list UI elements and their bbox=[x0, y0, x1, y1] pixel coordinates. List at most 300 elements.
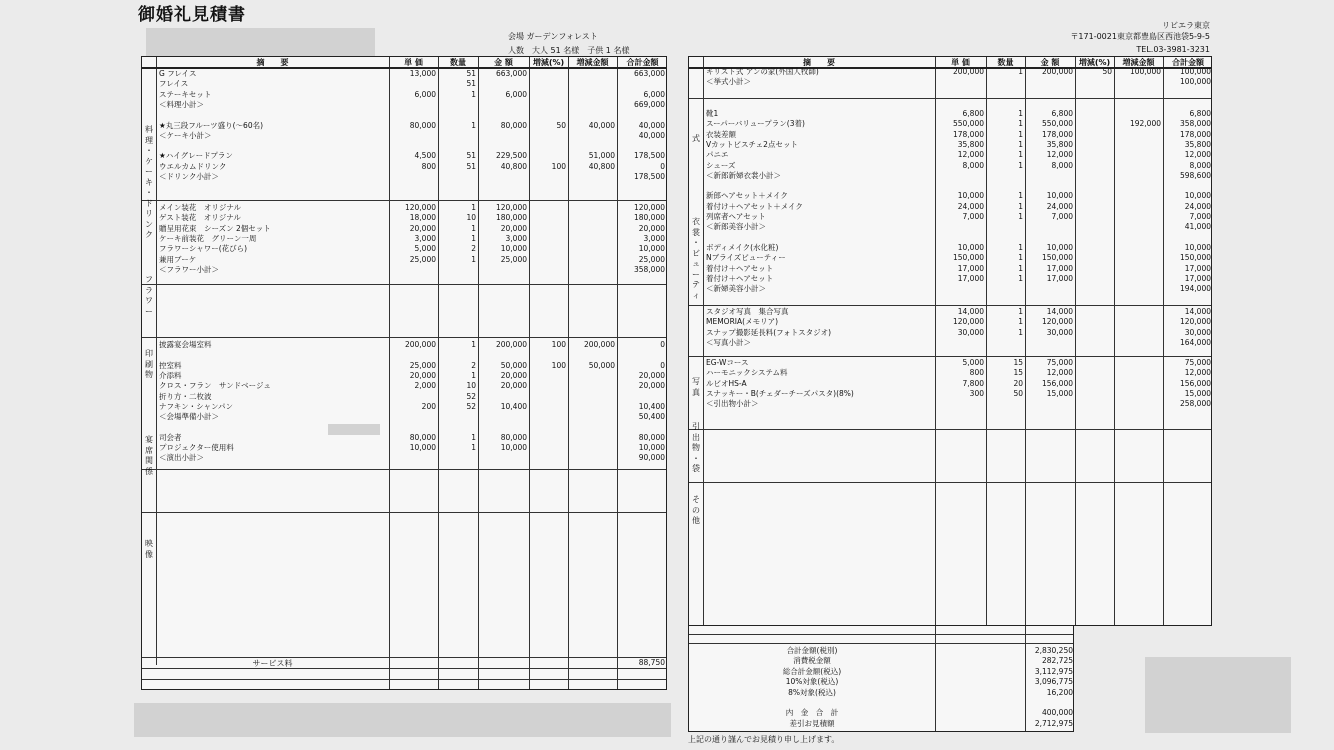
section-label-char: キ bbox=[145, 177, 153, 187]
cell-a: 75,000 bbox=[1046, 358, 1073, 367]
cell-t: 10,000 bbox=[638, 244, 665, 254]
cell-t: 12,000 bbox=[1184, 150, 1211, 160]
cell-t: 164,000 bbox=[1179, 337, 1211, 347]
table-row bbox=[142, 265, 666, 275]
cell-a: 15,000 bbox=[1046, 388, 1073, 398]
table-row bbox=[142, 151, 666, 161]
section-divider bbox=[689, 482, 1211, 483]
table-row bbox=[142, 255, 666, 265]
cell-q: 1 bbox=[471, 443, 476, 452]
summary-label: 差引お見積額 bbox=[789, 718, 835, 728]
cell-t: 156,000 bbox=[1179, 378, 1211, 388]
section-label-char: ・ bbox=[145, 188, 153, 197]
cell-a: 10,000 bbox=[1046, 242, 1073, 252]
table-row bbox=[142, 172, 666, 182]
cell-q: 2 bbox=[471, 244, 476, 254]
cell-d: フレイス bbox=[159, 79, 189, 89]
cell-t: 358,000 bbox=[633, 264, 665, 274]
cell-u: 150,000 bbox=[952, 253, 984, 263]
cell-d: スナップ撮影延長料(フォトスタジオ) bbox=[706, 327, 832, 337]
section-label-char: ー bbox=[692, 269, 700, 279]
section-divider bbox=[142, 679, 666, 680]
cell-q: 1 bbox=[471, 370, 476, 380]
cell-q: 1 bbox=[1018, 191, 1023, 201]
cell-u: 300 bbox=[969, 388, 984, 398]
cell-d: ＜演出小計＞ bbox=[159, 453, 204, 463]
section-label-char: 物 bbox=[145, 370, 153, 379]
cell-t: 15,000 bbox=[1184, 388, 1211, 398]
section-label-char: 式 bbox=[692, 134, 700, 143]
section-label-char: ビ bbox=[692, 248, 700, 258]
cell-a: 178,000 bbox=[1041, 129, 1073, 139]
cell-u: 200,000 bbox=[952, 67, 984, 76]
service-charge-label: サービス料 bbox=[252, 659, 293, 668]
summary-row bbox=[689, 698, 1073, 708]
col-header-amount: 金 額 bbox=[494, 58, 513, 67]
cell-q: 1 bbox=[1018, 317, 1023, 327]
table-row bbox=[689, 67, 1211, 77]
cell-d: ＜ドリンク小計＞ bbox=[159, 172, 219, 181]
cell-d: 靴1 bbox=[706, 109, 719, 118]
section-label-char: 映 bbox=[145, 539, 153, 548]
table-row bbox=[142, 100, 666, 110]
cell-d: ★丸三段フルーツ盛り(～60名) bbox=[159, 120, 264, 130]
cell-a: 120,000 bbox=[1041, 317, 1073, 327]
section-label-char: そ bbox=[692, 495, 700, 504]
cell-q: 1 bbox=[1018, 139, 1023, 149]
cell-u: 3,000 bbox=[414, 233, 436, 243]
cell-t: 10,000 bbox=[1184, 242, 1211, 252]
section-label-char: 係 bbox=[145, 466, 153, 476]
cell-a: 25,000 bbox=[500, 254, 527, 264]
section-label-char: ド bbox=[145, 198, 153, 208]
cell-t: 20,000 bbox=[638, 381, 665, 391]
table-row bbox=[689, 109, 1211, 119]
cell-d: ＜ケーキ小計＞ bbox=[159, 130, 212, 140]
section-label-char: 真 bbox=[692, 387, 700, 397]
cell-a: 12,000 bbox=[1046, 368, 1073, 378]
cell-d: メイン装花 オリジナル bbox=[159, 203, 241, 212]
table-row bbox=[142, 433, 666, 443]
section-label-char: ィ bbox=[692, 290, 700, 300]
cell-d: ナフキン・シャンパン bbox=[159, 401, 233, 411]
document-title: 御婚礼見積書 bbox=[138, 5, 246, 25]
cell-u: 25,000 bbox=[409, 254, 436, 264]
cell-u: 800 bbox=[969, 368, 984, 378]
summary-label: 総合計金額(税込) bbox=[782, 666, 842, 676]
cell-u: 550,000 bbox=[952, 119, 984, 129]
section-label-char: ラ bbox=[145, 285, 153, 295]
company-tel: TEL.03-3981-3231 bbox=[1136, 45, 1210, 54]
section-divider bbox=[142, 512, 666, 513]
cell-t: 3,000 bbox=[643, 233, 665, 243]
section-divider bbox=[142, 469, 666, 470]
section-label-char: ケ bbox=[145, 156, 153, 166]
col-header-total: 合計金額 bbox=[626, 58, 659, 67]
cell-t: 178,500 bbox=[633, 172, 665, 181]
table-row bbox=[142, 162, 666, 172]
section-label-char: 関 bbox=[145, 456, 153, 465]
cell-t: 14,000 bbox=[1184, 307, 1211, 316]
cell-p: 50 bbox=[556, 120, 566, 130]
cell-t: 80,000 bbox=[638, 432, 665, 442]
cell-q: 1 bbox=[471, 432, 476, 442]
cell-a: 180,000 bbox=[495, 213, 527, 223]
section-divider bbox=[142, 200, 666, 201]
redacted-mc-name bbox=[328, 424, 380, 435]
cell-d: 列席者ヘアセット bbox=[706, 212, 766, 221]
cell-t: 100,000 bbox=[1179, 67, 1211, 76]
cell-j: 200,000 bbox=[583, 340, 615, 349]
cell-t: 30,000 bbox=[1184, 327, 1211, 337]
cell-u: 200,000 bbox=[404, 340, 436, 349]
cell-a: 14,000 bbox=[1046, 307, 1073, 316]
table-row bbox=[689, 368, 1211, 378]
cell-u: 178,000 bbox=[952, 129, 984, 139]
cell-t: 120,000 bbox=[1179, 317, 1211, 327]
cell-a: 7,000 bbox=[1051, 212, 1073, 221]
table-row bbox=[689, 358, 1211, 368]
table-row bbox=[142, 361, 666, 371]
cell-t: 40,000 bbox=[638, 120, 665, 130]
cell-q: 1 bbox=[1018, 242, 1023, 252]
cell-u: 17,000 bbox=[957, 263, 984, 273]
closing-note: 上記の通り謹んでお見積り申し上げます。 bbox=[688, 735, 840, 744]
cell-q: 52 bbox=[466, 391, 476, 401]
table-row bbox=[142, 244, 666, 254]
table-row bbox=[142, 402, 666, 412]
col-header-qty: 数量 bbox=[997, 58, 1014, 67]
cell-j: 192,000 bbox=[1129, 119, 1161, 129]
table-row bbox=[689, 171, 1211, 181]
table-row bbox=[689, 161, 1211, 171]
cell-p: 100 bbox=[551, 161, 566, 171]
summary-value: 2,712,975 bbox=[1034, 718, 1073, 728]
summary-row bbox=[689, 708, 1073, 718]
cell-j: 40,800 bbox=[588, 161, 615, 171]
cell-t: 17,000 bbox=[1184, 273, 1211, 283]
table-row bbox=[689, 181, 1211, 191]
cell-q: 1 bbox=[1018, 201, 1023, 211]
table-row bbox=[689, 119, 1211, 129]
table-row bbox=[689, 389, 1211, 399]
table-row bbox=[689, 253, 1211, 263]
cell-t: 178,500 bbox=[633, 151, 665, 161]
col-header-pct: 増減(%) bbox=[1078, 58, 1111, 67]
table-row bbox=[142, 392, 666, 402]
section-label-char: ・ bbox=[692, 453, 700, 463]
cell-q: 1 bbox=[1018, 327, 1023, 337]
section-label-char: ・ bbox=[692, 238, 700, 247]
cell-t: 20,000 bbox=[638, 370, 665, 380]
service-charge-value: 88,750 bbox=[638, 658, 665, 667]
cell-p: 100 bbox=[551, 340, 566, 349]
cell-t: 7,000 bbox=[1189, 212, 1211, 221]
summary-divider bbox=[689, 643, 1073, 644]
cell-a: 35,800 bbox=[1046, 139, 1073, 149]
section-label-char: 引 bbox=[692, 422, 700, 431]
table-row bbox=[689, 307, 1211, 317]
table-row bbox=[689, 150, 1211, 160]
cell-u: 20,000 bbox=[409, 223, 436, 233]
cell-t: 120,000 bbox=[633, 203, 665, 212]
cell-d: クロス・フラン サンドベージュ bbox=[159, 381, 271, 391]
cell-d: ＜挙式小計＞ bbox=[706, 77, 751, 87]
guest-count-label: 人数 大人 51 名様 子供 1 名様 bbox=[508, 46, 630, 55]
cell-t: 358,000 bbox=[1179, 119, 1211, 129]
summary-row bbox=[689, 688, 1073, 698]
cell-u: 7,000 bbox=[962, 212, 984, 221]
col-header-pct: 増減(%) bbox=[532, 58, 565, 67]
section-label-char: ク bbox=[145, 230, 153, 239]
section-label-char: ュ bbox=[692, 259, 700, 268]
cell-q: 1 bbox=[1018, 119, 1023, 129]
summary-label: 8%対象(税込) bbox=[788, 687, 836, 697]
col-header-unit: 単 価 bbox=[404, 58, 423, 67]
summary-label: 10%対象(税込) bbox=[785, 677, 839, 687]
venue-label: 会場 ガーデンフォレスト bbox=[508, 32, 598, 41]
cell-t: 10,000 bbox=[638, 443, 665, 452]
cell-t: 194,000 bbox=[1179, 284, 1211, 294]
cell-t: 17,000 bbox=[1184, 263, 1211, 273]
cell-u: 12,000 bbox=[957, 150, 984, 160]
table-row bbox=[689, 212, 1211, 222]
cell-a: 10,000 bbox=[500, 443, 527, 452]
table-row bbox=[142, 224, 666, 234]
section-label-char: 席 bbox=[145, 445, 153, 455]
cell-d: 着付け＋ヘアセット bbox=[706, 273, 774, 283]
section-label-char: 他 bbox=[692, 516, 700, 525]
section-label-char: 宴 bbox=[145, 435, 153, 444]
cell-d: ケーキ前装花 グリーン一周 bbox=[159, 233, 257, 243]
table-row bbox=[689, 202, 1211, 212]
cell-t: 35,800 bbox=[1184, 139, 1211, 149]
table-row bbox=[142, 412, 666, 422]
table-row bbox=[689, 317, 1211, 327]
section-divider bbox=[689, 356, 1211, 357]
cell-j: 40,000 bbox=[588, 120, 615, 130]
table-row bbox=[142, 121, 666, 131]
left-estimate-table bbox=[141, 56, 667, 690]
cell-d: ボディメイク(水化粧) bbox=[706, 242, 779, 252]
cell-d: 新郎ヘアセット＋メイク bbox=[706, 191, 788, 201]
section-label-char: ン bbox=[145, 219, 153, 229]
cell-d: ＜フラワー小計＞ bbox=[159, 264, 219, 274]
cell-t: 6,000 bbox=[643, 89, 665, 99]
cell-d: パニエ bbox=[706, 150, 729, 160]
cell-u: 120,000 bbox=[952, 317, 984, 327]
cell-u: 5,000 bbox=[414, 244, 436, 254]
cell-d: フラワーシャワー(花びら) bbox=[159, 244, 248, 254]
section-label-char: フ bbox=[145, 275, 153, 284]
cell-q: 15 bbox=[1013, 358, 1023, 367]
summary-row bbox=[689, 667, 1073, 677]
cell-d: 折り方・二枚波 bbox=[159, 391, 212, 401]
cell-d: スナッキー・B(チェダーチーズパスタ)(8%) bbox=[706, 388, 854, 398]
table-row bbox=[689, 130, 1211, 140]
cell-q: 52 bbox=[466, 401, 476, 411]
cell-d: ＜会場準備小計＞ bbox=[159, 412, 219, 422]
summary-row bbox=[689, 677, 1073, 687]
cell-a: 12,000 bbox=[1046, 150, 1073, 160]
cell-d: 着付け＋ヘアセット bbox=[706, 263, 774, 273]
table-row bbox=[142, 422, 666, 432]
cell-d: ハーモニックシステム料 bbox=[706, 368, 788, 378]
cell-t: 8,000 bbox=[1189, 160, 1211, 170]
col-header-total: 合計金額 bbox=[1172, 58, 1204, 67]
summary-value: 282,725 bbox=[1041, 656, 1073, 666]
cell-d: ＜新婦美容小計＞ bbox=[706, 284, 766, 294]
table-row bbox=[142, 90, 666, 100]
cell-u: 80,000 bbox=[409, 432, 436, 442]
cell-a: 120,000 bbox=[495, 203, 527, 212]
cell-d: 披露宴会場室料 bbox=[159, 340, 212, 349]
table-row bbox=[142, 131, 666, 141]
cell-a: 17,000 bbox=[1046, 273, 1073, 283]
cell-d: G フレイス bbox=[159, 69, 197, 78]
table-row bbox=[142, 110, 666, 120]
section-divider bbox=[142, 337, 666, 338]
cell-a: 8,000 bbox=[1051, 160, 1073, 170]
cell-u: 200 bbox=[421, 401, 436, 411]
col-header-unit: 単 価 bbox=[951, 58, 970, 67]
cell-d: ステーキセット bbox=[159, 89, 212, 99]
cell-a: 50,000 bbox=[500, 360, 527, 370]
cell-t: 150,000 bbox=[1179, 253, 1211, 263]
section-label bbox=[143, 539, 155, 560]
table-row bbox=[142, 69, 666, 79]
cell-u: 24,000 bbox=[957, 201, 984, 211]
cell-a: 10,000 bbox=[500, 244, 527, 254]
cell-q: 1 bbox=[1018, 150, 1023, 160]
cell-a: 20,000 bbox=[500, 381, 527, 391]
company-name: リビエラ東京 bbox=[1162, 21, 1210, 30]
cell-t: 90,000 bbox=[638, 453, 665, 463]
table-row bbox=[142, 350, 666, 360]
cell-q: 1 bbox=[471, 340, 476, 349]
cell-t: 0 bbox=[660, 360, 665, 370]
col-header-adj: 増減金額 bbox=[576, 58, 609, 67]
cell-d: Nブライズビューティー bbox=[706, 253, 786, 263]
cell-u: 20,000 bbox=[409, 370, 436, 380]
right-estimate-table bbox=[688, 56, 1212, 626]
cell-a: 80,000 bbox=[500, 432, 527, 442]
summary-value: 3,112,975 bbox=[1034, 666, 1073, 676]
cell-d: 贈呈用花束 シーズン 2個セット bbox=[159, 223, 271, 233]
table-row bbox=[142, 79, 666, 89]
cell-d: ＜料理小計＞ bbox=[159, 99, 204, 109]
cell-d: スタジオ写真 集合写真 bbox=[706, 307, 789, 316]
cell-t: 75,000 bbox=[1184, 358, 1211, 367]
summary-label: 消費税金額 bbox=[793, 656, 831, 666]
col-header-desc: 摘 要 bbox=[256, 58, 289, 67]
cell-d: 司会者 bbox=[159, 432, 182, 442]
cell-q: 2 bbox=[471, 360, 476, 370]
cell-a: 156,000 bbox=[1041, 378, 1073, 388]
table-row bbox=[689, 222, 1211, 232]
cell-d: キリスト式 アンの家(外国人牧師) bbox=[706, 67, 819, 76]
section-label-char: ー bbox=[145, 167, 153, 176]
section-label-char: ・ bbox=[145, 146, 153, 155]
section-label-char: 印 bbox=[145, 349, 153, 358]
cell-u: 18,000 bbox=[409, 213, 436, 223]
cell-u: 25,000 bbox=[409, 360, 436, 370]
cell-q: 51 bbox=[466, 79, 476, 89]
table-row bbox=[689, 243, 1211, 253]
cell-d: 着付け＋ヘアセット＋メイク bbox=[706, 201, 803, 211]
summary-table bbox=[688, 626, 1074, 732]
cell-u: 7,800 bbox=[962, 378, 984, 388]
table-row bbox=[689, 328, 1211, 338]
table-row bbox=[689, 233, 1211, 243]
cell-d: ＜写真小計＞ bbox=[706, 337, 751, 347]
cell-d: ゲスト装花 オリジナル bbox=[159, 213, 241, 223]
cell-a: 6,000 bbox=[505, 89, 527, 99]
cell-d: ★ハイグレードプラン bbox=[159, 151, 233, 161]
summary-value: 2,830,250 bbox=[1034, 646, 1073, 655]
cell-t: 12,000 bbox=[1184, 368, 1211, 378]
cell-u: 35,800 bbox=[957, 139, 984, 149]
cell-t: 258,000 bbox=[1179, 399, 1211, 409]
cell-t: 0 bbox=[660, 340, 665, 349]
cell-u: 80,000 bbox=[409, 120, 436, 130]
col-header-qty: 数量 bbox=[450, 58, 466, 67]
section-divider bbox=[689, 305, 1211, 306]
section-label bbox=[143, 275, 155, 317]
section-label-char: リ bbox=[145, 209, 153, 218]
cell-u: 6,000 bbox=[414, 89, 436, 99]
cell-t: 598,600 bbox=[1179, 170, 1211, 180]
table-row bbox=[142, 453, 666, 463]
summary-label: 合計金額(税別) bbox=[786, 646, 838, 655]
cell-d: MEMORIA(メモリア) bbox=[706, 317, 778, 327]
cell-a: 3,000 bbox=[505, 233, 527, 243]
table-row bbox=[142, 213, 666, 223]
cell-q: 1 bbox=[1018, 253, 1023, 263]
section-label bbox=[690, 495, 702, 527]
cell-u: 30,000 bbox=[957, 327, 984, 337]
cell-q: 51 bbox=[466, 151, 476, 161]
cell-d: 兼用ブーケ bbox=[159, 254, 197, 264]
cell-a: 663,000 bbox=[495, 69, 527, 78]
cell-a: 10,400 bbox=[500, 401, 527, 411]
cell-q: 51 bbox=[466, 69, 476, 78]
cell-p: 100 bbox=[551, 360, 566, 370]
cell-u: 17,000 bbox=[957, 273, 984, 283]
col-header-adj: 増減金額 bbox=[1122, 58, 1155, 67]
cell-u: 5,000 bbox=[962, 358, 984, 367]
table-row bbox=[142, 381, 666, 391]
cell-d: ＜新郎新婦衣裳小計＞ bbox=[706, 170, 781, 180]
cell-d: ＜新郎美容小計＞ bbox=[706, 222, 766, 232]
cell-u: 10,000 bbox=[957, 191, 984, 201]
cell-t: 663,000 bbox=[633, 69, 665, 78]
cell-a: 40,800 bbox=[500, 161, 527, 171]
section-label-char: ー bbox=[145, 306, 153, 316]
section-label-char: 物 bbox=[692, 443, 700, 452]
cell-q: 1 bbox=[1018, 160, 1023, 170]
cell-t: 180,000 bbox=[633, 213, 665, 223]
cell-u: 10,000 bbox=[409, 443, 436, 452]
redacted-name-block bbox=[146, 28, 375, 58]
cell-t: 40,000 bbox=[638, 130, 665, 140]
table-row bbox=[142, 371, 666, 381]
cell-t: 50,400 bbox=[638, 412, 665, 422]
company-address: 〒171-0021東京都豊島区西池袋5-9-5 bbox=[1070, 32, 1210, 41]
cell-d: プロジェクター使用料 bbox=[159, 443, 234, 452]
section-label-char: 刷 bbox=[145, 359, 153, 369]
summary-row bbox=[689, 646, 1073, 656]
